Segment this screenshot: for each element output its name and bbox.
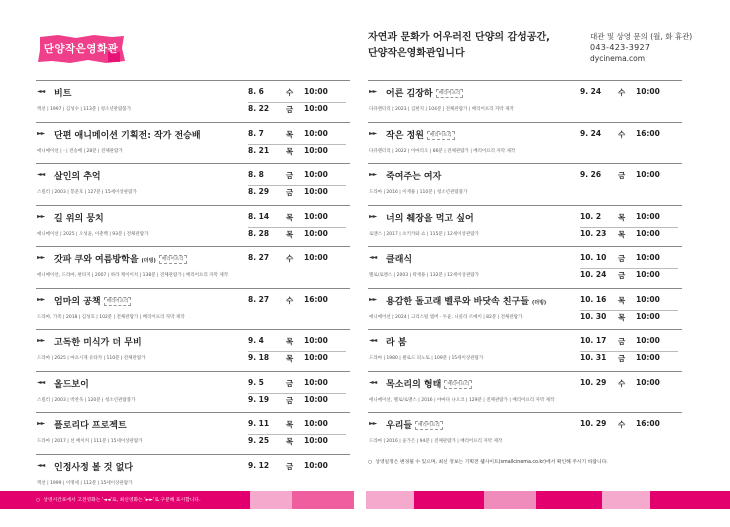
movie-title: 단편 애니메이션 기획전: 작가 전승배 [54, 130, 201, 141]
screening-date: 9. 11 [248, 419, 270, 428]
movie-meta: 애니메이션 | - | 전승배 | 28분 | 전체관람가 [37, 148, 123, 154]
screening-date: 8. 14 [248, 211, 270, 221]
screening-schedule [580, 253, 678, 285]
screening-schedule [580, 336, 678, 368]
barrier-free-badge: 배리어프리 [427, 131, 455, 140]
note-circle-icon: ○ [36, 498, 41, 503]
band-segment [292, 491, 354, 509]
band-segment [366, 491, 414, 509]
movie-title-line [54, 86, 71, 99]
movie-meta: 스릴러 | 2003 | 봉준호 | 127분 | 15세이상관람가 [37, 190, 137, 195]
movie-title: 올드보이 [54, 379, 89, 390]
movie-meta: 다큐멘터리 | 2023 | 김현지 | 104분 | 전체관람가 | 배리어프리 자막 제작 [369, 107, 514, 112]
movie-entry [36, 122, 350, 164]
screening-time: 10:00 [304, 228, 328, 238]
movie-title-line [386, 169, 441, 182]
movie-meta: 스릴러 | 2003 | 박찬욱 | 120분 | 청소년관람불가 [37, 397, 136, 403]
screening-weekday: 금 [286, 378, 294, 388]
movie-title: 용감한 돌고래 벨루와 바닷속 친구들 [386, 296, 529, 307]
new-forward-icon: ►► [369, 129, 377, 137]
movie-title: 길 위의 뭉치 [54, 213, 104, 224]
screening-row [248, 170, 346, 185]
screening-row [248, 351, 346, 368]
new-forward-icon: ►► [369, 420, 377, 427]
screening-date: 9. 24 [580, 128, 602, 138]
screening-weekday: 수 [286, 88, 294, 97]
movie-title-line [386, 86, 463, 99]
movie-title: 목소리의 형태 [386, 379, 442, 390]
movie-entry [36, 163, 350, 205]
intro-line-1: 자연과 문화가 어우러진 단양의 감성공간, [368, 32, 550, 43]
movie-title: 죽여주는 여자 [386, 172, 442, 182]
movie-entry [368, 122, 682, 164]
contact-label: 대관 및 상영 문의 (월, 화 휴관) [590, 32, 693, 41]
new-forward-icon: ►► [369, 295, 377, 303]
screening-weekday: 목 [286, 212, 294, 222]
movie-meta: 드라마 | 2017 | 션 베이커 | 111분 | 15세이상관람가 [37, 439, 143, 444]
movie-title-line [386, 377, 472, 390]
movie-meta: 액션 | 1997 | 김성수 | 113분 | 청소년관람불가 [37, 107, 132, 112]
screening-row [580, 336, 678, 351]
screening-time: 10:00 [636, 253, 660, 262]
screening-date: 10. 17 [580, 336, 607, 345]
screening-row [580, 170, 678, 185]
screening-date: 8. 7 [248, 128, 264, 138]
screening-date: 10. 30 [580, 311, 607, 321]
screening-date: 10. 24 [580, 270, 607, 279]
movie-title-line [386, 128, 455, 141]
screening-schedule [580, 87, 678, 102]
screening-schedule [248, 212, 346, 244]
screening-weekday: 목 [286, 146, 294, 156]
screening-time: 10:00 [636, 211, 660, 221]
screening-date: 8. 27 [248, 253, 270, 262]
movie-title: 고독한 미식가 더 무비 [54, 338, 142, 348]
movie-meta: 드라마, 가족 | 2018 | 김성호 | 102분 | 전체관람가 | 배리어프리 자막 제작 [37, 314, 185, 320]
screening-time: 10:00 [636, 87, 660, 96]
band-gap [354, 491, 366, 509]
screening-row [248, 378, 346, 393]
right-schedule-column [368, 80, 682, 454]
screening-weekday: 목 [286, 129, 294, 139]
screening-weekday: 목 [618, 229, 626, 239]
new-forward-icon: ►► [369, 212, 377, 220]
movie-entry [368, 329, 682, 371]
movie-title: 갓파 쿠와 여름방학을 [54, 255, 139, 265]
screening-schedule [580, 295, 678, 327]
screening-date: 10. 10 [580, 253, 607, 262]
screening-row [248, 102, 346, 119]
intro-line-2: 단양작은영화관입니다 [368, 48, 465, 59]
movie-title-line [54, 128, 201, 141]
barrier-free-badge: 배리어프리 [159, 255, 187, 264]
movie-entry [36, 329, 350, 371]
barrier-free-badge: 배리어프리 [444, 380, 472, 389]
movie-entry [36, 288, 350, 330]
screening-weekday: 수 [618, 88, 626, 97]
screening-schedule [248, 336, 346, 368]
screening-time: 10:00 [636, 228, 660, 238]
movie-title-line [54, 335, 142, 348]
screening-time: 10:00 [304, 128, 328, 138]
band-segment [484, 491, 536, 509]
logo-text: 단양작은영화관 [43, 43, 119, 55]
screening-schedule [248, 129, 346, 161]
screening-date: 10. 29 [580, 419, 607, 428]
screening-time: 16:00 [304, 294, 328, 304]
band-segment [536, 491, 602, 509]
movie-title-line [386, 294, 546, 307]
classic-rewind-icon: ◄◄ [37, 88, 45, 95]
movie-title-line [54, 460, 133, 473]
screening-date: 10. 2 [580, 211, 602, 221]
screening-date: 10. 29 [580, 377, 607, 387]
movie-title: 살인의 추억 [54, 172, 101, 182]
contact-info [590, 31, 692, 64]
barrier-free-badge: 배리어프리 [104, 297, 132, 306]
screening-schedule [580, 212, 678, 244]
screening-weekday: 수 [618, 420, 626, 429]
movie-title: 엄마의 공책 [54, 296, 101, 307]
screening-date: 8. 6 [248, 87, 264, 96]
screening-weekday: 목 [286, 337, 294, 346]
screening-time: 10:00 [304, 436, 328, 445]
screening-date: 8. 28 [248, 228, 270, 238]
movie-title: 인정사정 볼 것 없다 [54, 462, 133, 473]
screening-weekday: 목 [618, 212, 626, 222]
band-segment [602, 491, 650, 509]
screening-schedule [248, 295, 346, 310]
screening-weekday: 금 [618, 171, 626, 180]
movie-meta: 드라마 | 2016 | 윤가은 | 94분 | 전체관람가 | 배리어프리 자막 제작 [369, 439, 503, 444]
movie-title: 비트 [54, 89, 72, 99]
screening-time: 10:00 [304, 377, 328, 387]
new-forward-icon: ►► [37, 129, 45, 137]
screening-date: 9. 12 [248, 460, 270, 470]
movie-entry [368, 371, 682, 413]
screening-row [580, 268, 678, 285]
movie-entry [368, 412, 682, 454]
movie-title: 너의 췌장을 먹고 싶어 [386, 213, 474, 224]
screening-weekday: 목 [618, 312, 626, 322]
band-segment [650, 491, 730, 509]
screening-date: 9. 25 [248, 436, 270, 445]
screening-time: 16:00 [636, 128, 660, 138]
movie-title: 라 붐 [386, 338, 407, 348]
intro-text [368, 30, 568, 62]
contact-phone[interactable]: 043-423-3927 [590, 43, 651, 52]
screening-schedule [248, 378, 346, 410]
movie-meta: 애니메이션, 멜로/로맨스 | 2016 | 야마다 나오코 | 129분 | 전체관람가 | 배리어프리 자막 제작 [369, 397, 555, 403]
screening-row [580, 351, 678, 368]
movie-entry [36, 80, 350, 122]
movie-meta: 로맨스 | 2017 | 츠키카와 쇼 | 115분 | 12세이상관람가 [369, 231, 479, 237]
movie-title: 클래식 [386, 255, 413, 265]
movie-meta: 드라마 | 2016 | 이재용 | 110분 | 청소년관람불가 [369, 190, 468, 195]
movie-title-line [54, 252, 187, 265]
screening-row [580, 253, 678, 268]
screening-row [248, 212, 346, 227]
screening-weekday: 목 [286, 229, 294, 239]
screening-date: 10. 16 [580, 294, 607, 304]
screening-weekday: 수 [286, 254, 294, 263]
screening-schedule [580, 419, 678, 434]
screening-row [248, 87, 346, 102]
new-forward-icon: ►► [37, 295, 45, 303]
movie-entry [36, 246, 350, 288]
screening-weekday: 금 [618, 354, 626, 363]
screening-row [248, 461, 346, 476]
classic-rewind-icon: ◄◄ [369, 337, 377, 344]
new-forward-icon: ►► [37, 212, 45, 220]
new-forward-icon: ►► [37, 337, 45, 344]
notice-text: 상영일정은 변경될 수 있으며, 최신 정보는 기획전 웹사이트(smallcinema.co.kr)에서 확인해 주시기 바랍니다. [375, 460, 608, 465]
band-segment [414, 491, 484, 509]
screening-weekday: 금 [286, 171, 294, 180]
movie-entry [36, 454, 350, 496]
new-forward-icon: ►► [37, 254, 45, 261]
movie-meta: 애니메이션, 드라마, 판타지 | 2007 | 하라 케이이치 | 138분 | 전체관람가 | 배리어프리 자막 제작 [37, 273, 229, 278]
screening-date: 9. 24 [580, 87, 602, 96]
screening-schedule [580, 170, 678, 185]
screening-schedule [248, 87, 346, 119]
screening-time: 16:00 [636, 419, 660, 428]
screening-date: 8. 27 [248, 294, 270, 304]
movie-entry [36, 371, 350, 413]
screening-time: 10:00 [636, 377, 660, 387]
movie-entry [368, 246, 682, 288]
movie-title: 플로리다 프로젝트 [54, 421, 127, 431]
classic-rewind-icon: ◄◄ [37, 461, 45, 469]
screening-row [580, 295, 678, 310]
movie-title-line [54, 169, 101, 182]
movie-title: 우리들 [386, 421, 413, 431]
movie-title-line [54, 418, 127, 431]
movie-entry [368, 80, 682, 122]
screening-weekday: 수 [618, 129, 626, 139]
movie-entry [368, 288, 682, 330]
contact-website[interactable]: dycinema.com [590, 54, 646, 63]
screening-date: 9. 18 [248, 353, 270, 362]
screening-row [248, 336, 346, 351]
screening-row [580, 212, 678, 227]
screening-time: 10:00 [304, 104, 328, 113]
movie-title-line [54, 377, 89, 390]
screening-date: 9. 5 [248, 377, 264, 387]
screening-weekday: 금 [286, 461, 294, 471]
screening-row [248, 419, 346, 434]
new-forward-icon: ►► [369, 88, 377, 95]
screening-row [248, 129, 346, 144]
screening-time: 10:00 [304, 460, 328, 470]
screening-date: 8. 22 [248, 104, 270, 113]
screening-weekday: 금 [286, 105, 294, 114]
screening-schedule [248, 170, 346, 202]
new-forward-icon: ►► [369, 171, 377, 178]
screening-time: 10:00 [636, 311, 660, 321]
screening-time: 10:00 [304, 353, 328, 362]
movie-title-line [386, 252, 412, 265]
screening-date: 10. 31 [580, 353, 607, 362]
movie-entry [368, 163, 682, 205]
movie-title: 어른 김장하 [386, 89, 433, 99]
screening-schedule [580, 378, 678, 393]
screening-weekday: 금 [618, 271, 626, 280]
barrier-free-badge: 배리어프리 [436, 89, 464, 98]
screening-row [580, 419, 678, 434]
screening-row [248, 227, 346, 244]
screening-time: 10:00 [636, 270, 660, 279]
movie-title-line [386, 418, 443, 431]
schedule-notice [368, 458, 608, 465]
screening-row [580, 129, 678, 144]
screening-date: 8. 21 [248, 145, 270, 155]
classic-rewind-icon: ◄◄ [37, 378, 45, 386]
screening-weekday: 금 [286, 188, 294, 197]
screening-row [248, 253, 346, 268]
screening-row [248, 393, 346, 410]
screening-time: 10:00 [636, 170, 660, 179]
screening-row [580, 378, 678, 393]
screening-time: 10:00 [304, 419, 328, 428]
screening-weekday: 금 [286, 395, 294, 405]
screening-row [580, 310, 678, 327]
screening-weekday: 수 [618, 378, 626, 388]
screening-time: 10:00 [304, 211, 328, 221]
new-forward-icon: ►► [37, 420, 45, 427]
screening-date: 8. 29 [248, 187, 270, 196]
screening-schedule [580, 129, 678, 144]
movie-meta: 드라마 | 1980 | 클로드 피노토 | 109분 | 15세이상관람가 [369, 356, 484, 361]
screening-time: 10:00 [304, 170, 328, 179]
bottom-legend-note [36, 496, 201, 503]
screening-weekday: 금 [618, 254, 626, 263]
screening-date: 9. 19 [248, 394, 270, 404]
movie-meta: 액션 | 1999 | 이명세 | 112분 | 15세이상관람가 [37, 480, 133, 486]
screening-weekday: 목 [286, 420, 294, 429]
screening-weekday: 수 [286, 295, 294, 305]
screening-time: 10:00 [304, 145, 328, 155]
screening-time: 10:00 [304, 187, 328, 196]
movie-meta: 애니메이션 | 2025 | 오성윤, 이춘백 | 93분 | 전체관람가 [37, 231, 149, 237]
screening-time: 10:00 [636, 294, 660, 304]
screening-date: 8. 8 [248, 170, 264, 179]
screening-date: 10. 23 [580, 228, 607, 238]
screening-date: 9. 26 [580, 170, 602, 179]
movie-title-line [54, 294, 131, 307]
notice-circle-icon: ○ [368, 460, 373, 465]
band-segment [250, 491, 292, 509]
movie-entry [36, 205, 350, 247]
movie-title-line [386, 335, 407, 348]
classic-rewind-icon: ◄◄ [369, 378, 377, 386]
screening-time: 10:00 [304, 87, 328, 96]
movie-title-line [54, 211, 104, 224]
screening-schedule [248, 419, 346, 451]
bottom-note-text: 상영시간표에서 고전영화는 '◄◄'로, 최신영화는 '►►'로 구분해 표시합니다. [43, 498, 201, 503]
screening-time: 10:00 [636, 336, 660, 345]
movie-meta: 다큐멘터리 | 2022 | 이마리오 | 86분 | 전체관람가 | 배리어프리 자막 제작 [369, 148, 516, 154]
screening-schedule [248, 461, 346, 476]
barrier-free-badge: 배리어프리 [415, 421, 443, 430]
movie-title-line [386, 211, 474, 224]
movie-meta: 멜로/로맨스 | 2003 | 곽재용 | 132분 | 12세이상관람가 [369, 273, 479, 278]
classic-rewind-icon: ◄◄ [37, 171, 45, 178]
screening-time: 10:00 [304, 253, 328, 262]
screening-time: 10:00 [304, 394, 328, 404]
screening-weekday: 금 [618, 337, 626, 346]
movie-entry [36, 412, 350, 454]
screening-time: 10:00 [304, 336, 328, 345]
screening-time: 10:00 [636, 353, 660, 362]
classic-rewind-icon: ◄◄ [369, 254, 377, 261]
dubbed-label: (더빙) [141, 258, 156, 264]
movie-meta: 애니메이션 | 2024 | 크리스털 엠버 · 두윤, 니콜라 르메이 | 82분 | 전체관람가 [369, 314, 523, 320]
screening-row [580, 87, 678, 102]
screening-weekday: 목 [286, 354, 294, 363]
dubbed-label: (더빙) [531, 299, 547, 306]
movie-entry [368, 205, 682, 247]
screening-row [580, 227, 678, 244]
screening-weekday: 목 [618, 295, 626, 305]
screening-schedule [248, 253, 346, 268]
screening-date: 9. 4 [248, 336, 264, 345]
movie-title: 작은 정원 [386, 130, 424, 141]
screening-row [248, 185, 346, 202]
screening-weekday: 목 [286, 437, 294, 446]
screening-row [248, 295, 346, 310]
screening-row [248, 144, 346, 161]
screening-row [248, 434, 346, 451]
left-schedule-column [36, 80, 350, 495]
movie-meta: 드라마 | 2025 | 마츠시게 유타카 | 110분 | 전체관람가 [37, 356, 146, 361]
cinema-logo [36, 34, 126, 64]
